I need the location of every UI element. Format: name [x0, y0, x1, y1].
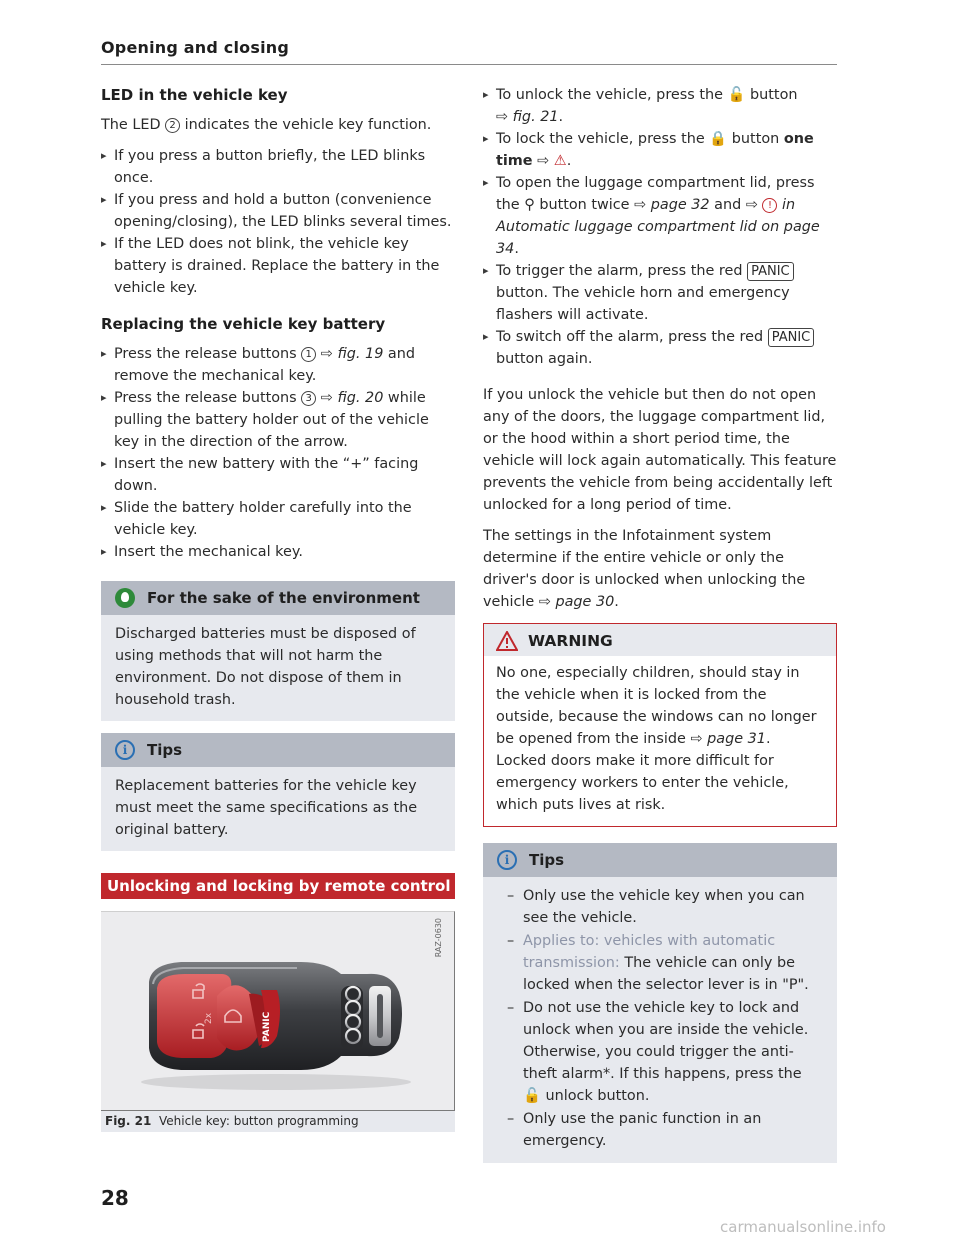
warning-body: No one, especially children, should stay in the vehicle when it is locked from the outside, because the windows can no longer be opened from the inside ⇨ page 31. Locked doors make it more difficult for emergency workers to enter the vehicle, which puts lives at risk.	[496, 665, 817, 813]
led-intro: The LED 2 indicates the vehicle key function.	[101, 117, 432, 133]
header-rule	[101, 64, 837, 65]
list-item: ▸ Press the release buttons 3 ⇨ fig. 20 while pulling the battery holder out of the vehicle key in the direction of the arrow.	[101, 387, 455, 453]
led-bullets	[101, 145, 455, 299]
list-item: – Do not use the vehicle key to lock and unlock when you are inside the vehicle. Otherwise, you could trigger the anti-theft alarm*. If this happens, press the 🔓 unlock button.	[497, 997, 823, 1107]
tips-box-left	[101, 733, 455, 851]
figure-code: RAZ-0630	[434, 918, 443, 958]
tips-box-right	[483, 843, 837, 1163]
list-item: – Only use the panic function in an emergency.	[497, 1108, 823, 1152]
callout-3-icon: 3	[301, 391, 316, 406]
battery-heading: Replacing the vehicle key battery	[101, 315, 386, 333]
info-icon: i	[115, 740, 135, 760]
tips-box-header: i Tips	[483, 843, 837, 877]
vehicle-key-image	[101, 912, 455, 1112]
page-link[interactable]: page 32	[650, 197, 710, 213]
environment-box	[101, 581, 455, 721]
page-link[interactable]: page 30	[555, 594, 615, 610]
figure-caption: Fig. 21 Vehicle key: button programming	[101, 1111, 455, 1132]
page-number: 28	[101, 1186, 129, 1210]
figure-link[interactable]: fig. 20	[337, 390, 384, 406]
page-link[interactable]: page 31	[707, 731, 766, 747]
battery-bullets	[101, 343, 455, 563]
twice-label: 2x	[204, 1012, 214, 1024]
list-item: ▸ Insert the new battery with the “+” facing down.	[101, 453, 455, 497]
figure-link[interactable]: fig. 21	[512, 109, 559, 125]
leaf-icon	[115, 588, 135, 608]
right-column	[483, 84, 837, 1175]
list-item: ▸ To unlock the vehicle, press the 🔓 button ⇨ fig. 21.	[483, 84, 837, 128]
list-item: ▸ If you press a button briefly, the LED blinks once.	[101, 145, 455, 189]
list-item: ▸ To lock the vehicle, press the 🔒 button one time ⇨ ⚠.	[483, 128, 837, 172]
list-item: ▸ If the LED does not blink, the vehicle key battery is drained. Replace the battery in the vehicle key.	[101, 233, 455, 299]
figure-vehicle-key	[101, 911, 455, 1111]
tips-box-header: i Tips	[101, 733, 455, 767]
warning-header: WARNING	[484, 624, 836, 656]
list-item: ▸ To switch off the alarm, press the red PANIC button again.	[483, 326, 837, 370]
warning-icon	[496, 631, 518, 651]
list-item: ▸ Insert the mechanical key.	[101, 541, 455, 563]
tips-box-body	[483, 877, 837, 1163]
lock-icon: 🔒	[709, 131, 728, 147]
info-icon: i	[497, 850, 517, 870]
led-heading: LED in the vehicle key	[101, 86, 288, 104]
tips-list	[497, 885, 823, 1152]
list-item: ▸ To trigger the alarm, press the red PANIC button. The vehicle horn and emergency flashers will activate.	[483, 260, 837, 326]
warning-triangle-icon: ⚠	[553, 153, 567, 169]
remote-bullets	[483, 84, 837, 370]
page-header	[101, 38, 837, 57]
left-column	[101, 84, 455, 1132]
tips-box-body: Replacement batteries for the vehicle key must meet the same specifications as the original battery.	[115, 778, 418, 838]
warning-box	[483, 623, 837, 827]
trunk-icon: ⚲	[524, 197, 535, 213]
unlock-icon: 🔓	[727, 87, 746, 103]
callout-1-icon: 1	[301, 347, 316, 362]
list-item: ▸ To open the luggage compartment lid, press the ⚲ button twice ⇨ page 32 and ⇨ ! in Automatic luggage compartment lid on page 34.	[483, 172, 837, 260]
panic-key-label: PANIC	[747, 262, 794, 281]
unlock-icon: 🔓	[523, 1088, 541, 1104]
page-title: Opening and closing	[101, 38, 290, 57]
list-item: ▸ Press the release buttons 1 ⇨ fig. 19 and remove the mechanical key.	[101, 343, 455, 387]
list-item: ▸ Slide the battery holder carefully into the vehicle key.	[101, 497, 455, 541]
figure-link[interactable]: fig. 19	[337, 346, 384, 362]
section-link[interactable]: in Automatic luggage compartment lid on page 34	[496, 197, 820, 257]
watermark: carmanualsonline.info	[720, 1218, 886, 1236]
list-item: – Applies to: vehicles with automatic transmission: The vehicle can only be locked when the selector lever is in "P".	[497, 930, 823, 996]
notice-icon: !	[762, 198, 777, 213]
list-item: ▸ If you press and hold a button (convenience opening/closing), the LED blinks several times.	[101, 189, 455, 233]
auto-lock-paragraph: If you unlock the vehicle but then do not open any of the doors, the luggage compartment lid, or the hood within a short period time, the vehicle will lock again automatically. This feature prevents the vehicle from being accidentally left unlocked for a long period of time.	[483, 387, 837, 513]
panic-key-label: PANIC	[768, 328, 815, 347]
infotainment-paragraph: The settings in the Infotainment system determine if the entire vehicle or only the driver's door is unlocked when unlocking the vehicle ⇨ page 30.	[483, 528, 806, 610]
environment-box-body: Discharged batteries must be disposed of using methods that will not harm the environment. Do not dispose of them in household trash.	[115, 626, 416, 708]
callout-2-icon: 2	[165, 118, 180, 133]
section-title: Unlocking and locking by remote control	[101, 873, 455, 899]
panic-label: PANIC	[262, 1011, 272, 1042]
environment-box-header: For the sake of the environment	[101, 581, 455, 615]
list-item: – Only use the vehicle key when you can see the vehicle.	[497, 885, 823, 929]
